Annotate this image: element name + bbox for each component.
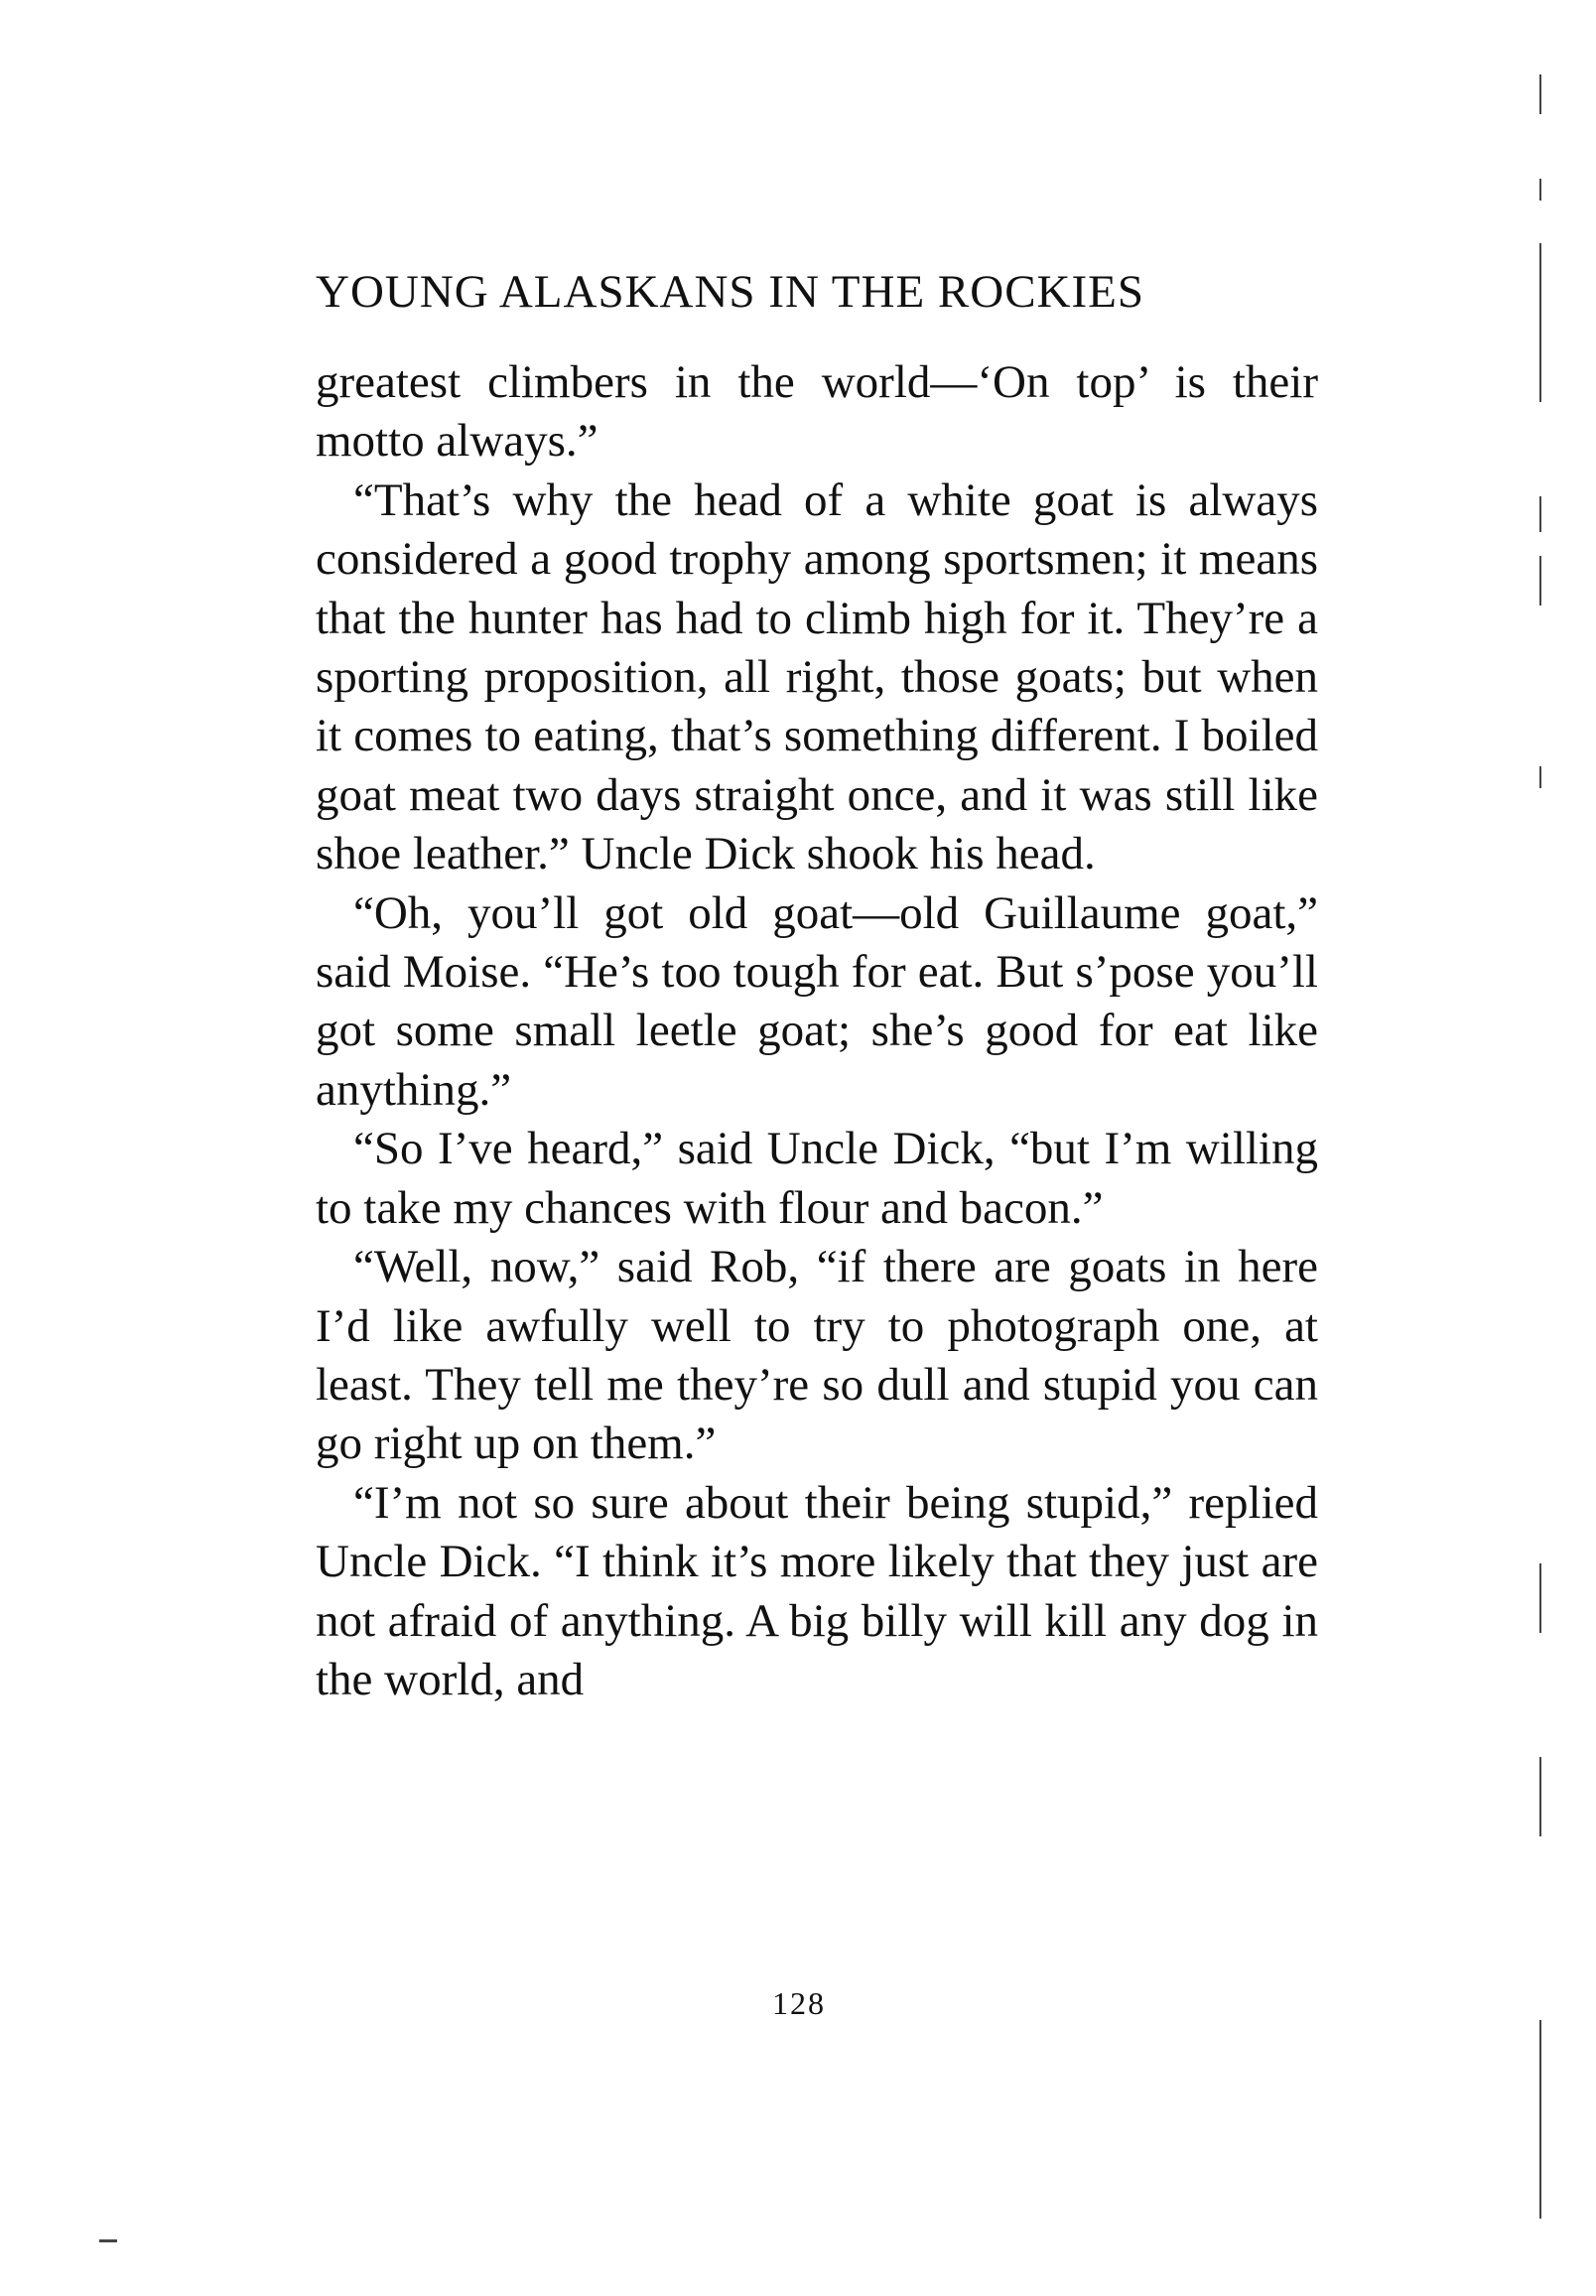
page-number: 128: [772, 1985, 826, 2021]
paragraph-5: “Well, now,” said Rob, “if there are goats in here I’d like awfully well to try to photograph one, at least. They tell me they’re so dull and stupid you can go right up on them.”: [316, 1241, 1318, 1470]
paragraph-3: “Oh, you’ll got old goat—old Guillaume goat,” said Moise. “He’s too tough for eat. But s’pose you’ll got some small leetle goat; she’s good for eat like anything.”: [316, 886, 1318, 1116]
body-text: [316, 353, 1318, 1709]
running-head: YOUNG ALASKANS IN THE ROCKIES: [316, 266, 1144, 318]
paragraph-2: “That’s why the head of a white goat is always considered a good trophy among sportsmen; it means that the hunter has had to climb high for it. They’re a sporting proposition, all right, those goats; but when it comes to eating, that’s something different. I boiled goat meat two days straight once, and it was still like shoe leather.” Uncle Dick shook his head.: [316, 473, 1318, 880]
scan-mark: [1539, 74, 1541, 114]
scan-mark: [1539, 766, 1541, 788]
scan-mark: [1539, 2020, 1541, 2219]
scan-mark: [1539, 556, 1541, 606]
scan-mark: [1539, 1757, 1541, 1836]
scan-mark: [1539, 496, 1541, 532]
scan-mark: [1539, 1563, 1541, 1633]
paragraph-1: greatest climbers in the world—‘On top’ is their motto always.”: [316, 356, 1318, 468]
scan-mark: [1539, 179, 1541, 201]
scan-mark: [99, 2239, 117, 2242]
paragraph-6: “I’m not so sure about their being stupid,” replied Uncle Dick. “I think it’s more likely that they just are not afraid of anything. A big billy will kill any dog in the world, and: [316, 1476, 1318, 1705]
scan-mark: [1539, 243, 1541, 402]
paragraph-4: “So I’ve heard,” said Uncle Dick, “but I’m willing to take my chances with flour and bacon.”: [316, 1123, 1318, 1234]
